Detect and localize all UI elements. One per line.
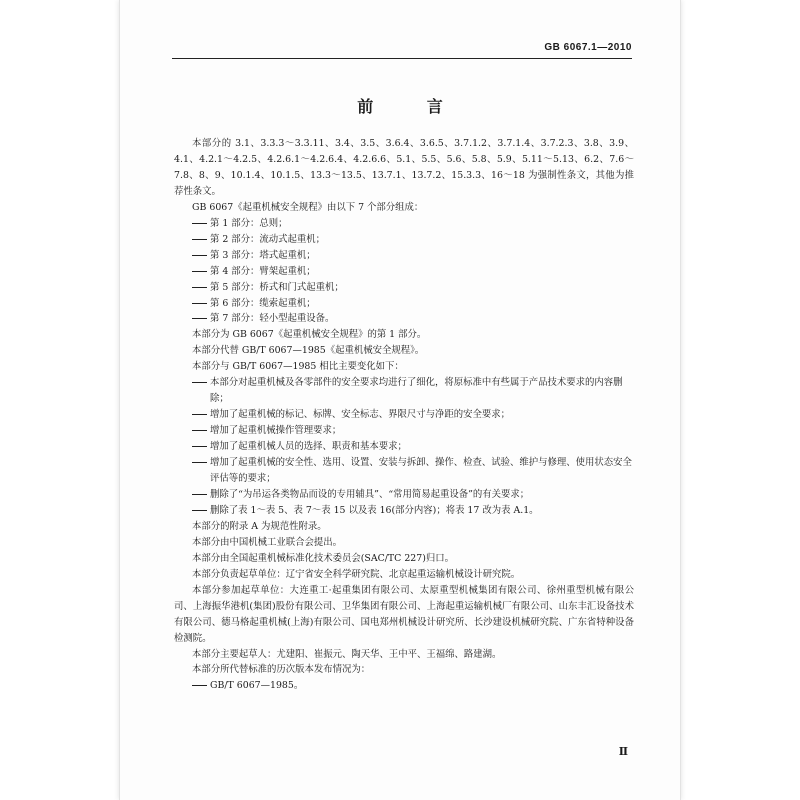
dash-mark <box>192 255 207 256</box>
part-list-item: 第 3 部分：塔式起重机； <box>174 248 634 264</box>
dash-mark <box>192 430 207 431</box>
dash-mark <box>192 382 207 383</box>
part-list-item: 第 2 部分：流动式起重机； <box>174 232 634 248</box>
part-list-item: 第 1 部分：总则； <box>174 216 634 232</box>
dash-mark <box>192 287 207 288</box>
part-list-item: 第 6 部分：缆索起重机； <box>174 296 634 312</box>
dash-mark <box>192 303 207 304</box>
drafters-paragraph: 本部分主要起草人：尤建阳、崔振元、陶天华、王中平、王福绵、路建湖。 <box>192 648 502 660</box>
mandatory-clauses-paragraph: 本部分的 3.1、3.3.3～3.3.11、3.4、3.5、3.6.4、3.6.5、3.7.1.2、3.7.1.4、3.7.2.3、3.8、3.9、4.1、4.2.1～4.2.5、4.2.6.1～4.2.6.4、4.2.6.6、5.1、5.5、5.6、5.8、5.9、5.11～5.13、6.2、7.6～7.8、8、9、10.1.4、10.1.5、13.3～13.5、13.7.1、13.7.2、15.3.3、16～18 为强制性条文，其他为推荐性条文。 <box>174 138 634 197</box>
dash-mark <box>192 318 207 319</box>
history-list-item: GB/T 6067—1985。 <box>174 678 634 694</box>
dash-mark <box>192 510 207 511</box>
annex-paragraph: 本部分的附录 A 为规范性附录。 <box>192 520 327 532</box>
change-list-item: 删除了“为吊运各类物品而设的专用辅具”、“常用简易起重设备”的有关要求； <box>174 487 634 503</box>
part-list-item: 第 5 部分：桥式和门式起重机； <box>174 280 634 296</box>
part-list-item: 第 7 部分：轻小型起重设备。 <box>174 311 634 327</box>
part-statement-paragraph: 本部分为 GB 6067《起重机械安全规程》的第 1 部分。 <box>192 329 427 341</box>
part-list-item: 第 4 部分：臂架起重机； <box>174 264 634 280</box>
change-list-item: 增加了起重机械人员的选择、职责和基本要求； <box>174 439 634 455</box>
dash-mark <box>192 685 207 686</box>
document-page <box>119 0 681 800</box>
dash-mark <box>192 462 207 463</box>
history-intro-paragraph: 本部分所代替标准的历次版本发布情况为： <box>192 664 371 676</box>
dash-mark <box>192 223 207 224</box>
replaces-paragraph: 本部分代替 GB/T 6067—1985《起重机械安全规程》。 <box>192 345 425 357</box>
change-list-item: 本部分对起重机械及各零部件的安全要求均进行了细化，将原标准中有些属于产品技术要求的内容删除； <box>174 375 634 407</box>
change-list-item: 增加了起重机械的安全性、选用、设置、安装与拆卸、操作、检查、试验、维护与修理、使用状态安全评估等的要求； <box>174 455 634 487</box>
dash-mark <box>192 239 207 240</box>
dash-mark <box>192 494 207 495</box>
participating-units-paragraph: 本部分参加起草单位：大连重工·起重集团有限公司、太原重型机械集团有限公司、徐州重型机械有限公司、上海振华港机(集团)股份有限公司、卫华集团有限公司、上海起重运输机械厂有限公司、山东丰汇设备技术有限公司、德马格起重机械(上海)有限公司、国电郑州机械设计研究所、长沙建设机械研究院、广东省特种设备检测院。 <box>174 584 634 644</box>
change-list-item: 增加了起重机械的标记、标牌、安全标志、界限尺寸与净距的安全要求； <box>174 407 634 423</box>
page-title: 前 言 <box>357 97 467 116</box>
change-list-item: 删除了表 1～表 5、表 7～表 15 以及表 16(部分内容)；将表 17 改为表 A.1。 <box>174 503 634 519</box>
changes-intro-paragraph: 本部分与 GB/T 6067—1985 相比主要变化如下： <box>192 361 404 373</box>
committee-paragraph: 本部分由全国起重机械标准化技术委员会(SAC/TC 227)归口。 <box>192 552 455 564</box>
dash-mark <box>192 271 207 272</box>
document-number: GB 6067.1—2010 <box>544 42 632 53</box>
header-rule <box>172 58 632 59</box>
page-number: Ⅱ <box>618 745 628 758</box>
dash-mark <box>192 414 207 415</box>
dash-mark <box>192 446 207 447</box>
change-list-item: 增加了起重机械操作管理要求； <box>174 423 634 439</box>
parts-intro-paragraph: GB 6067《起重机械安全规程》由以下 7 个部分组成： <box>192 201 424 213</box>
foreword-body <box>174 136 634 694</box>
proposer-paragraph: 本部分由中国机械工业联合会提出。 <box>192 536 343 548</box>
drafting-unit-paragraph: 本部分负责起草单位：辽宁省安全科学研究院、北京起重运输机械设计研究院。 <box>192 568 521 580</box>
